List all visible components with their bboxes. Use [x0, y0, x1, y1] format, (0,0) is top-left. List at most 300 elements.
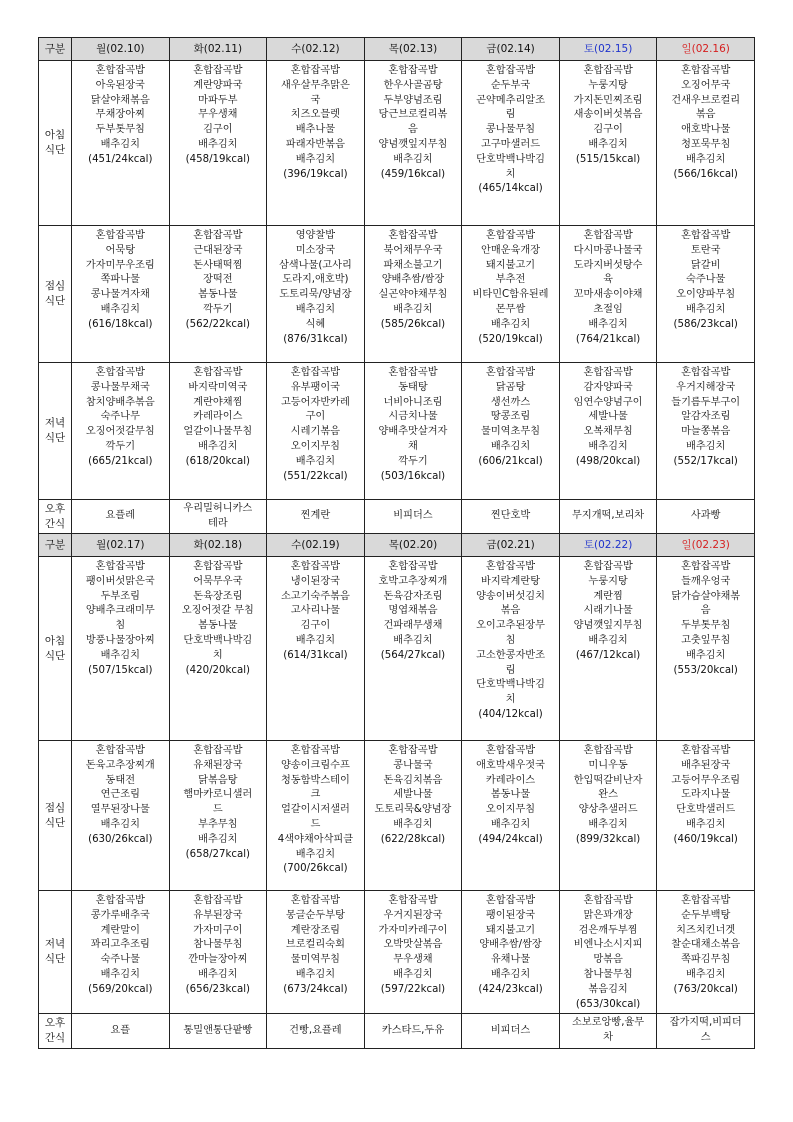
menu-item: 혼합잡곡밥: [485, 895, 536, 906]
menu-item: 혼합잡곡밥: [95, 65, 145, 76]
meal-label: [39, 500, 72, 534]
menu-item: 4색야채아삭피클: [277, 833, 354, 845]
menu-item: 닭살야채볶음: [90, 94, 150, 106]
menu-item: 오복채무침: [583, 426, 633, 438]
menu-item: 카레라이스: [193, 411, 243, 423]
menu-item: 김구이: [203, 124, 233, 136]
menu-item: 배추김치: [686, 649, 726, 661]
menu-item: 들기름두부구이: [671, 396, 741, 408]
menu-item: 가자미구이: [193, 924, 243, 936]
menu-cell: [559, 1014, 657, 1049]
menu-item: 마늘쫑볶음: [681, 426, 731, 438]
menu-cell: [169, 891, 267, 1014]
menu-item: 유채된장국: [193, 759, 243, 771]
menu-cell: [462, 226, 560, 363]
meal-label: [39, 61, 72, 226]
menu-item: 혼합잡곡밥: [583, 561, 633, 572]
menu-item: 계란말이: [100, 924, 140, 936]
menu-item: 파래자반볶음: [285, 138, 345, 150]
menu-item: (520/19kcal): [478, 333, 543, 345]
meal-label-line: 식단: [44, 953, 66, 965]
menu-item: 동태전: [105, 774, 136, 786]
menu-item: 두부양념조림: [383, 94, 443, 106]
menu-item: 망볶음: [593, 954, 623, 966]
menu-item: 볶음: [695, 109, 716, 121]
menu-item: 김구이: [593, 124, 623, 136]
menu-item: (656/23kcal): [185, 983, 251, 995]
menu-item: 애호박새우젓국: [476, 759, 545, 771]
menu-cell: [72, 363, 170, 500]
meal-label-line: 간식: [44, 1032, 66, 1044]
menu-item: 사과빵: [690, 510, 721, 522]
meal-label: [39, 557, 72, 741]
menu-item: 숙주나물: [100, 954, 140, 966]
menu-item: 오이고추된장무: [476, 620, 545, 632]
menu-item: 오징어젓갈 무침: [181, 605, 254, 617]
menu-item: 우거지된장국: [383, 909, 443, 921]
weekly-menu-table: [38, 37, 755, 1049]
day-header: 목(02.20): [364, 534, 462, 557]
menu-item: 배추김치: [490, 318, 531, 330]
menu-item: (424/23kcal): [478, 983, 543, 995]
menu-item: (507/15kcal): [88, 664, 153, 676]
menu-item: 혼합잡곡밥: [95, 561, 145, 572]
menu-item: 치즈오믈렛: [290, 109, 341, 121]
menu-cell: [462, 500, 560, 534]
menu-item: 배추김치: [100, 303, 140, 315]
menu-item: 혼합잡곡밥: [681, 230, 731, 241]
menu-item: 카레라이스: [485, 774, 536, 786]
menu-item: 팽이된장국: [485, 909, 536, 921]
menu-item: 혼합잡곡밥: [485, 367, 536, 378]
meal-label: [39, 1014, 72, 1049]
menu-item: 배추김치: [198, 833, 238, 845]
menu-item: 임연수양념구이: [573, 396, 643, 408]
menu-item: (569/20kcal): [88, 983, 153, 995]
snack-row: [39, 500, 755, 534]
menu-item: 콩나물겨자채: [90, 289, 150, 301]
menu-item: 세발나물: [393, 789, 433, 801]
menu-cell: [267, 363, 365, 500]
menu-item: 단호박백나박김: [476, 153, 545, 165]
menu-item: 찐단호박: [490, 510, 531, 522]
menu-item: (876/31kcal): [283, 333, 348, 345]
menu-cell: [657, 891, 755, 1014]
day-header: 토(02.22): [559, 534, 657, 557]
menu-cell: [364, 1014, 462, 1049]
menu-item: 애호박나물: [681, 124, 731, 136]
menu-item: 북어채무우국: [383, 244, 443, 256]
menu-item: 배추김치: [295, 455, 336, 467]
menu-cell: [169, 363, 267, 500]
menu-item: 배추김치: [100, 818, 140, 830]
menu-item: 도라지나물: [681, 789, 731, 801]
menu-item: (665/21kcal): [88, 455, 153, 467]
menu-item: 혼합잡곡밥: [290, 65, 341, 76]
menu-item: 한입떡갈비난자: [573, 774, 643, 786]
menu-cell: [169, 226, 267, 363]
menu-cell: [364, 363, 462, 500]
menu-item: 배추김치: [686, 440, 726, 452]
menu-item: 구이: [305, 411, 326, 423]
menu-item: 알감자조림: [681, 411, 731, 423]
menu-item: 오이양파무침: [676, 289, 736, 301]
menu-item: 국: [310, 94, 321, 106]
menu-item: 한우사골곰탕: [383, 79, 443, 91]
week-header-row: [39, 534, 755, 557]
meal-row: [39, 61, 755, 226]
menu-item: 닭곰탕: [495, 381, 526, 393]
day-header: 월(02.10): [72, 38, 170, 61]
menu-item: (396/19kcal): [283, 168, 348, 180]
menu-item: 침: [115, 620, 126, 632]
menu-item: 음: [408, 124, 418, 136]
menu-item: (515/15kcal): [575, 153, 641, 165]
menu-item: 계란양파국: [193, 79, 243, 91]
menu-item: 배추김치: [588, 818, 628, 830]
menu-item: 참나물무침: [583, 968, 633, 980]
menu-item: 비타민C함유된레: [472, 289, 549, 301]
menu-item: 침: [505, 634, 516, 646]
menu-item: 배추김치: [588, 634, 628, 646]
menu-item: 혼합잡곡밥: [583, 367, 633, 378]
menu-item: 호박고추장찌개: [378, 575, 448, 587]
menu-item: 계란찜: [593, 590, 623, 602]
menu-cell: [72, 61, 170, 226]
menu-item: 찰순대채소볶음: [671, 939, 741, 951]
menu-item: 순두부백탕: [681, 909, 731, 921]
menu-item: 배추김치: [198, 138, 238, 150]
menu-item: 배추된장국: [681, 759, 731, 771]
menu-item: 혼합잡곡밥: [388, 745, 438, 756]
menu-item: 혼합잡곡밥: [193, 895, 243, 906]
menu-item: 감자양파국: [583, 381, 633, 393]
menu-item: 돈사태떡찜: [193, 259, 243, 271]
menu-item: (616/18kcal): [88, 318, 153, 330]
menu-cell: [462, 61, 560, 226]
menu-item: 혼합잡곡밥: [485, 65, 536, 76]
menu-item: 혼합잡곡밥: [290, 561, 341, 572]
menu-item: 혼합잡곡밥: [388, 367, 438, 378]
menu-item: 배추김치: [686, 303, 726, 315]
menu-item: 시래기나물: [583, 605, 633, 617]
menu-item: 미니우동: [588, 759, 628, 771]
menu-item: 바지락계란탕: [481, 575, 541, 587]
menu-item: 배추김치: [295, 968, 336, 980]
menu-item: 혼합잡곡밥: [388, 65, 438, 76]
meal-row: [39, 741, 755, 891]
menu-item: 청동함박스테이: [280, 774, 350, 786]
menu-item: 근대된장국: [193, 244, 243, 256]
menu-item: 단호박샐러드: [676, 804, 736, 816]
menu-item: 도라지,애호박): [282, 274, 349, 286]
menu-cell: [72, 557, 170, 741]
menu-item: 오징어무국: [681, 79, 731, 91]
menu-item: 배추김치: [490, 818, 531, 830]
menu-item: 참치양배추볶음: [85, 396, 155, 408]
menu-item: 혼합잡곡밥: [388, 895, 438, 906]
menu-item: 혼합잡곡밥: [95, 367, 145, 378]
menu-item: 양배추쌈/쌈장: [479, 939, 542, 951]
menu-item: (467/12kcal): [575, 649, 641, 661]
menu-item: 혼합잡곡밥: [95, 230, 145, 241]
menu-item: 김구이: [300, 620, 331, 632]
menu-item: (606/21kcal): [478, 455, 543, 467]
menu-cell: [364, 741, 462, 891]
menu-item: 가자미무우조림: [85, 259, 155, 271]
menu-item: 배추김치: [686, 153, 726, 165]
menu-item: 누룽지탕: [588, 79, 628, 91]
menu-item: 배추김치: [588, 318, 628, 330]
menu-item: 깍두기: [105, 440, 136, 452]
menu-item: 배추김치: [686, 968, 726, 980]
menu-item: 땅콩조림: [490, 411, 531, 423]
menu-item: 고등어자반카레: [280, 396, 350, 408]
menu-item: 혼합잡곡밥: [193, 65, 243, 76]
menu-item: 드: [310, 818, 321, 830]
day-header: 화(02.18): [169, 534, 267, 557]
menu-item: 오이지무침: [485, 804, 536, 816]
menu-item: 배추김치: [295, 848, 336, 860]
menu-item: 식혜: [305, 318, 326, 330]
menu-item: 혼합잡곡밥: [681, 745, 731, 756]
menu-item: 순두부국: [490, 79, 531, 91]
menu-cell: [267, 1014, 365, 1049]
menu-cell: [657, 557, 755, 741]
meal-label-line: 오후: [44, 502, 66, 515]
menu-item: 맑은꽈개장: [583, 909, 633, 921]
menu-item: 림: [505, 109, 516, 121]
menu-item: 얼갈이시저샐러: [280, 804, 350, 816]
menu-item: 잡가지떡,비피더: [669, 1017, 742, 1029]
menu-item: (630/26kcal): [88, 833, 153, 845]
menu-item: 봄동나물: [198, 620, 238, 632]
menu-item: 볶음: [500, 605, 521, 617]
menu-item: (460/19kcal): [673, 833, 738, 845]
menu-item: 숙주나무: [100, 411, 140, 423]
day-header: 토(02.15): [559, 38, 657, 61]
menu-item: 장떡전: [203, 274, 233, 286]
meal-label-line: 점심: [44, 280, 66, 292]
menu-item: 유부된장국: [193, 909, 243, 921]
meal-label-line: 식단: [44, 144, 66, 156]
day-header: 수(02.19): [267, 534, 365, 557]
meal-label-line: 식단: [44, 295, 66, 307]
menu-cell: [169, 61, 267, 226]
meal-label-line: 오후: [44, 1017, 66, 1029]
meal-label-line: 아침: [44, 634, 66, 647]
meal-label-line: 간식: [44, 517, 66, 530]
menu-item: 명엽채볶음: [388, 605, 438, 617]
menu-item: 배추김치: [198, 968, 238, 980]
menu-item: 림: [505, 664, 516, 676]
menu-item: 봄동나물: [490, 789, 531, 801]
menu-item: (553/20kcal): [673, 664, 738, 676]
menu-item: 혼합잡곡밥: [485, 745, 536, 756]
menu-item: 혼합잡곡밥: [681, 367, 731, 378]
day-header: 화(02.11): [169, 38, 267, 61]
menu-item: 바지락미역국: [188, 381, 248, 393]
menu-item: (551/22kcal): [283, 470, 348, 482]
menu-cell: [364, 557, 462, 741]
menu-item: 혼합잡곡밥: [193, 367, 243, 378]
meal-label: [39, 891, 72, 1014]
week-header-row: [39, 38, 755, 61]
menu-item: 배추김치: [490, 968, 531, 980]
menu-cell: [559, 363, 657, 500]
menu-cell: [364, 500, 462, 534]
meal-label-line: 식단: [44, 649, 66, 662]
menu-cell: [462, 891, 560, 1014]
menu-item: 숙주나물: [686, 274, 726, 286]
menu-item: 얼갈이나물무침: [183, 426, 253, 438]
meal-row: [39, 557, 755, 741]
menu-item: 양배추쌈/쌈장: [381, 274, 445, 286]
menu-item: 배추나물: [295, 124, 336, 136]
menu-item: 꼬마새송이야채: [573, 289, 643, 301]
menu-item: 혼합잡곡밥: [95, 895, 145, 906]
menu-item: 새송이버섯볶음: [573, 109, 643, 121]
menu-item: 삼색나물(고사리: [278, 259, 352, 271]
menu-cell: [267, 557, 365, 741]
menu-item: (764/21kcal): [575, 333, 641, 345]
menu-item: 음: [700, 605, 711, 617]
menu-cell: [462, 557, 560, 741]
menu-item: 오징어젓갈무침: [85, 426, 155, 438]
day-header: 일(02.16): [657, 38, 755, 61]
menu-item: 양송이버섯김치: [476, 590, 545, 602]
menu-item: 냉이된장국: [290, 575, 341, 587]
menu-item: 가자미카레구이: [378, 924, 448, 936]
menu-item: 무채장아찌: [95, 109, 145, 121]
menu-item: (618/20kcal): [185, 455, 251, 467]
menu-item: 혼합잡곡밥: [193, 745, 243, 756]
menu-item: 콩나물무침: [485, 124, 536, 136]
menu-item: 시금치나물: [388, 411, 438, 423]
menu-item: 닭볶음탕: [198, 774, 238, 786]
menu-item: 계란장조림: [290, 924, 341, 936]
day-header: 일(02.23): [657, 534, 755, 557]
menu-cell: [462, 741, 560, 891]
menu-item: 두부톳무침: [681, 620, 731, 632]
menu-item: (597/22kcal): [380, 983, 446, 995]
menu-item: 우거지해장국: [676, 381, 736, 393]
menu-cell: [657, 500, 755, 534]
menu-item: 무지개떡,보리차: [572, 510, 645, 522]
menu-item: 고등어무우조림: [671, 774, 741, 786]
menu-item: 비피더스: [393, 510, 433, 522]
menu-item: (458/19kcal): [185, 153, 251, 165]
menu-item: 배추김치: [393, 968, 433, 980]
menu-item: 혼합잡곡밥: [583, 745, 633, 756]
menu-item: 검은깨두부찜: [578, 924, 638, 936]
menu-item: 혼합잡곡밥: [485, 561, 536, 572]
menu-cell: [364, 61, 462, 226]
menu-item: 깐마늘장아찌: [188, 954, 248, 966]
menu-item: (614/31kcal): [283, 649, 348, 661]
menu-item: 혼합잡곡밥: [388, 561, 438, 572]
menu-item: 아욱된장국: [95, 79, 145, 91]
menu-item: 요플레: [105, 510, 136, 522]
menu-item: 배추김치: [686, 818, 726, 830]
menu-item: 고사리나물: [290, 605, 341, 617]
menu-item: 다시마콩나물국: [573, 244, 643, 256]
menu-item: 우리밀허니카스: [183, 502, 253, 514]
menu-item: 깍두기: [203, 303, 233, 315]
menu-item: 너비아니조림: [383, 396, 443, 408]
menu-item: 곤약메추리알조: [476, 94, 545, 106]
menu-item: 깍두기: [398, 455, 428, 467]
menu-item: 단호박백나박김: [183, 634, 253, 646]
menu-item: 연근조림: [100, 789, 140, 801]
day-header: 수(02.12): [267, 38, 365, 61]
menu-item: 양송이크림수프: [280, 759, 350, 771]
menu-item: 참나물무침: [193, 939, 243, 951]
meal-label: [39, 363, 72, 500]
menu-item: 쪽파김무침: [681, 954, 731, 966]
day-header: 금(02.14): [462, 38, 560, 61]
menu-item: 배추김치: [393, 153, 433, 165]
menu-item: 누룽지탕: [588, 575, 628, 587]
menu-item: 마파두부: [198, 94, 238, 106]
menu-item: 쪽파나물: [100, 274, 140, 286]
menu-item: 혼합잡곡밥: [193, 561, 243, 572]
menu-item: (658/27kcal): [185, 848, 251, 860]
menu-cell: [657, 1014, 755, 1049]
menu-item: 돈육김치볶음: [383, 774, 443, 786]
menu-item: 콩가루배추국: [90, 909, 150, 921]
menu-item: 볶음김치: [588, 983, 628, 995]
menu-item: 단호박백나박김: [476, 679, 545, 691]
menu-item: 배추김치: [295, 153, 336, 165]
menu-item: 드: [212, 804, 223, 816]
menu-item: 돼지불고기: [485, 259, 536, 271]
menu-item: 미소장국: [295, 244, 336, 256]
menu-item: 배추김치: [295, 634, 336, 646]
menu-cell: [72, 1014, 170, 1049]
menu-item: 어묵무우국: [193, 575, 243, 587]
menu-item: (586/23kcal): [673, 318, 738, 330]
snack-row: [39, 1014, 755, 1049]
day-header: 월(02.17): [72, 534, 170, 557]
menu-item: 유채나물: [490, 954, 531, 966]
menu-item: (700/26kcal): [283, 863, 348, 875]
menu-item: 혼합잡곡밥: [583, 895, 633, 906]
menu-cell: [169, 557, 267, 741]
menu-item: (564/27kcal): [380, 649, 446, 661]
menu-item: 치즈치킨너겟: [676, 924, 736, 936]
menu-item: 양배추맛살겨자: [378, 426, 448, 438]
menu-item: 몽글순두부탕: [285, 909, 345, 921]
menu-item: (404/12kcal): [478, 708, 543, 720]
menu-item: 계란야채찜: [193, 396, 243, 408]
menu-item: 배추김치: [100, 649, 140, 661]
menu-item: 혼합잡곡밥: [290, 367, 341, 378]
menu-item: 두부조림: [100, 590, 140, 602]
menu-item: 가지돈민찌조림: [573, 94, 643, 106]
menu-item: 통밀앤통단팥빵: [183, 1024, 253, 1036]
meal-row: [39, 226, 755, 363]
menu-item: (673/24kcal): [283, 983, 348, 995]
menu-item: 치: [505, 694, 516, 706]
menu-item: 들깨우엉국: [681, 575, 731, 587]
menu-item: 테라: [208, 517, 228, 529]
menu-cell: [462, 363, 560, 500]
menu-item: 소보로앙빵,율무: [572, 1017, 645, 1029]
menu-cell: [267, 226, 365, 363]
menu-cell: [169, 500, 267, 534]
menu-item: 고구마샐러드: [481, 138, 541, 150]
